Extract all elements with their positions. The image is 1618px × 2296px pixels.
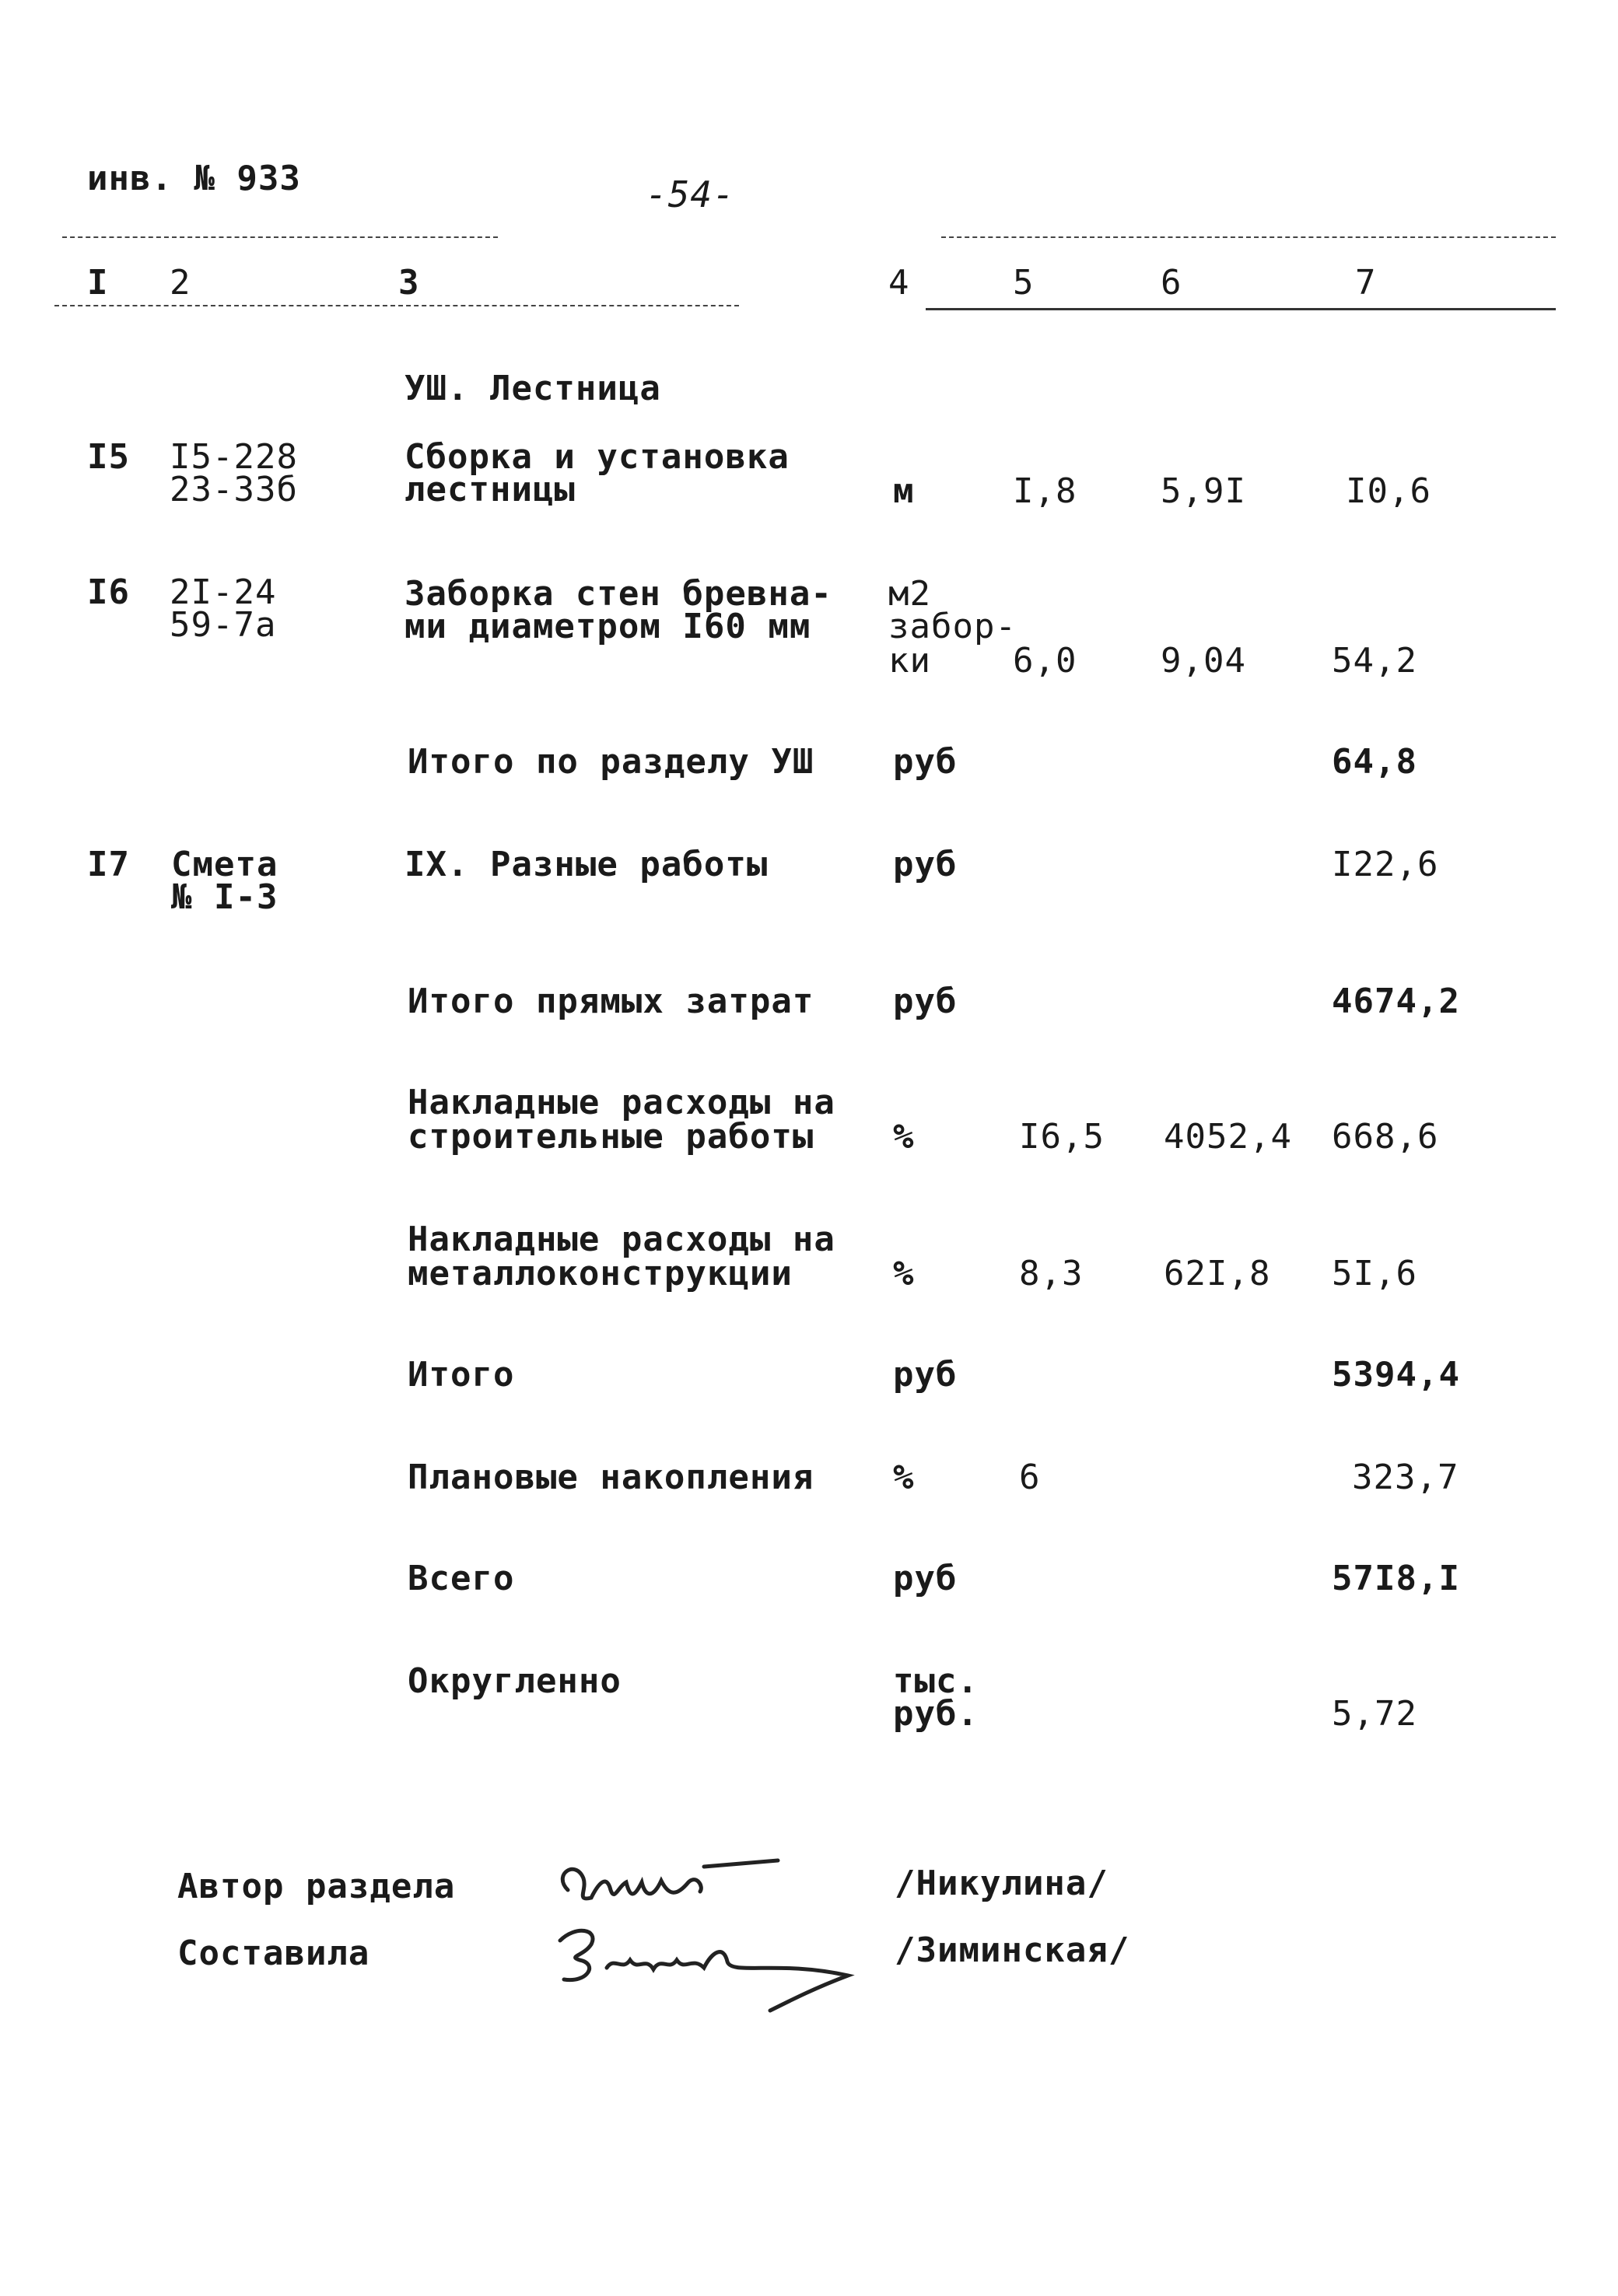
author-name: /Никулина/ — [895, 1864, 1108, 1903]
column-header-2: 2 — [170, 263, 191, 303]
total: 323,7 — [1352, 1458, 1459, 1497]
total: 57I8,I — [1332, 1559, 1460, 1598]
unit: руб — [893, 1355, 958, 1395]
unit: руб — [893, 742, 958, 782]
row-number: I5 — [87, 437, 130, 477]
row-number: I6 — [87, 572, 130, 612]
column-header-3: 3 — [398, 263, 420, 303]
quantity: I6,5 — [1019, 1117, 1105, 1157]
column-rule-right — [926, 308, 1556, 310]
total: 64,8 — [1332, 742, 1417, 782]
unit-price: 4052,4 — [1164, 1117, 1292, 1157]
total: I22,6 — [1332, 845, 1439, 884]
unit: м2 — [888, 574, 931, 614]
total: 5394,4 — [1332, 1355, 1460, 1395]
total: 668,6 — [1332, 1117, 1439, 1157]
header-rule-left — [62, 236, 498, 238]
work-name: Итого прямых затрат — [408, 982, 814, 1021]
compiler-name: /Зиминская/ — [895, 1930, 1130, 1970]
unit: забор- — [888, 607, 1017, 646]
total: 5I,6 — [1332, 1254, 1417, 1293]
unit: руб — [893, 845, 958, 884]
work-name: Накладные расходы на — [408, 1083, 835, 1122]
compiler-signature — [545, 1913, 871, 2030]
norm-code: 59-7а — [170, 605, 277, 645]
work-name: Итого — [408, 1355, 515, 1395]
quantity: I,8 — [1013, 471, 1077, 511]
norm-code: 23-33б — [170, 470, 298, 509]
work-name: лестницы — [404, 470, 576, 509]
work-name: Округленно — [408, 1661, 622, 1701]
work-name: Заборка стен бревна- — [404, 574, 832, 614]
quantity: 8,3 — [1019, 1254, 1084, 1293]
unit: руб — [893, 1559, 958, 1598]
unit: руб. — [893, 1694, 979, 1734]
unit-price: 9,04 — [1161, 641, 1246, 681]
unit: руб — [893, 982, 958, 1021]
column-header-5: 5 — [1013, 263, 1035, 303]
row-number: I7 — [87, 845, 130, 884]
section-title: УШ. Лестница — [404, 369, 661, 408]
total: 54,2 — [1332, 641, 1417, 681]
column-header-6: 6 — [1161, 263, 1182, 303]
work-name: Сборка и установка — [404, 437, 790, 477]
unit: % — [893, 1458, 915, 1497]
compiler-label: Составила — [177, 1934, 370, 1973]
work-name: Накладные расходы на — [408, 1220, 835, 1259]
total: 4674,2 — [1332, 982, 1460, 1021]
header-rule-right — [941, 236, 1556, 238]
unit: ки — [888, 641, 931, 681]
page-number: -54- — [646, 173, 735, 215]
unit: м — [893, 471, 915, 511]
quantity: 6,0 — [1013, 641, 1077, 681]
work-name: Всего — [408, 1559, 515, 1598]
norm-code: I5-228 — [170, 437, 298, 477]
column-header-1: I — [87, 263, 109, 303]
column-header-7: 7 — [1355, 263, 1377, 303]
quantity: 6 — [1019, 1458, 1041, 1497]
work-name: металлоконструкции — [408, 1254, 793, 1293]
total: I0,6 — [1346, 471, 1431, 511]
norm-code: № I-3 — [171, 877, 278, 917]
norm-code: 2I-24 — [170, 572, 277, 612]
work-name: IX. Разные работы — [404, 845, 769, 884]
norm-code: Смета — [171, 845, 278, 884]
work-name: строительные работы — [408, 1117, 814, 1157]
inventory-number: инв. № 933 — [87, 159, 301, 198]
unit: % — [893, 1117, 915, 1157]
unit: % — [893, 1254, 915, 1293]
work-name: Итого по разделу УШ — [408, 742, 814, 782]
work-name: ми диаметром I60 мм — [404, 607, 811, 646]
author-label: Автор раздела — [177, 1867, 456, 1906]
unit-price: 62I,8 — [1164, 1254, 1271, 1293]
total: 5,72 — [1332, 1694, 1417, 1734]
unit-price: 5,9I — [1161, 471, 1246, 511]
column-header-4: 4 — [888, 263, 910, 303]
work-name: Плановые накопления — [408, 1458, 814, 1497]
unit: тыс. — [893, 1661, 979, 1701]
column-rule-left — [54, 305, 739, 306]
